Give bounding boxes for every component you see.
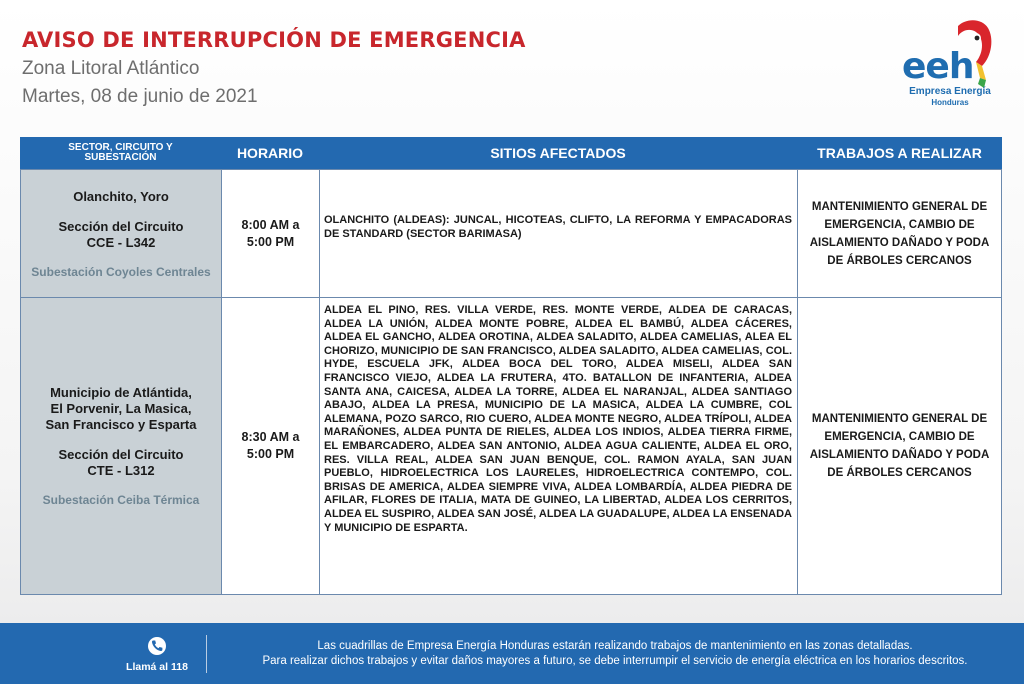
table-header xyxy=(20,137,1002,169)
circuit-section: Sección del Circuito xyxy=(58,218,184,234)
circuit-code: CCE - L342 xyxy=(86,234,156,250)
call-label[interactable]: Llamá al 118 xyxy=(126,661,188,673)
eeh-logo xyxy=(896,16,1000,106)
trabajos-cell: MANTENIMIENTO GENERAL DE EMERGENCIA, CAMBIO DE AISLAMIENTO DAÑADO Y PODA DE ÁRBOLES CERCANOS xyxy=(798,298,1001,594)
sector-name: Olanchito, Yoro xyxy=(73,188,169,204)
logo-company-name: Empresa Energía xyxy=(909,86,991,97)
circuit-section: Sección del Circuito xyxy=(58,447,184,462)
date-subtitle: Martes, 08 de junio de 2021 xyxy=(22,86,258,107)
page-title: AVISO DE INTERRUPCIÓN DE EMERGENCIA xyxy=(22,28,526,52)
substation-name: Subestación Coyoles Centrales xyxy=(31,264,211,279)
circuit-label xyxy=(59,219,184,251)
table-row xyxy=(20,297,1002,595)
phone-icon[interactable] xyxy=(148,637,166,655)
header-sitios: SITIOS AFECTADOS xyxy=(490,145,626,161)
substation-name: Subestación Ceiba Térmica xyxy=(42,493,200,507)
circuit-code: CTE - L312 xyxy=(87,463,155,478)
horario-start: 8:00 AM a xyxy=(241,217,300,232)
sitios-cell: OLANCHITO (ALDEAS): JUNCAL, HICOTEAS, CLIFTO, LA REFORMA Y EMPACADORAS DE STANDARD (SECTOR BARIMASA) xyxy=(320,170,798,297)
sector-name-line: Municipio de Atlántida, xyxy=(50,385,192,400)
sector-cell xyxy=(21,170,222,297)
header-trabajos: TRABAJOS A REALIZAR xyxy=(817,145,982,161)
zone-subtitle: Zona Litoral Atlántico xyxy=(22,58,200,79)
table-row xyxy=(20,169,1002,298)
footer-line-2: Para realizar dichos trabajos y evitar daños mayores a futuro, se debe interrumpir el servicio de energía eléctrica en los horarios descritos. xyxy=(262,655,968,667)
sitios-cell: ALDEA EL PINO, RES. VILLA VERDE, RES. MONTE VERDE, ALDEA DE CARACAS, ALDEA LA UNIÓN, ALDEA MONTE POBRE, ALDEA EL BAMBÚ, ALDEA CÁCERES, ALDEA EL GANCHO, ALDEA OROTINA, ALDEA SALADITO, ALDEA CAMELIAS, ALEA EL CHORIZO, MUNICIPIO DE SAN FRANCISCO, ALDEA SALADITO, ALDEA CAMELIAS, COL. HYDE, ESCUELA JFK, ALDEA BOCA DEL TORO, ALDEA MISELI, ALDEA SAN FRANCISCO VIEJO, ALDEA LA FRUTERA, 4TO. BATALLON DE INFANTERIA, ALDEA SANTA ANA, CAICESA, ALDEA LA TORRE, ALDEA EL NARANJAL, ALDEA SANTIAGO ABAJO, ALDEA LA PRESA, MUNICIPIO DE LA MASICA, ALDEA LA CUMBRE, COL ALEMANA, POZO SARCO, RIO CUERO, ALDEA MONTE NEGRO, ALDEA TRÍPOLI, ALDEA MARAÑONES, ALDEA PUNTA DE RIELES, ALDEA LOS INDIOS, ALDEA TIERRA FIRME, EL EMBARCADERO, ALDEA SAN ANTONIO, ALDEA AGUA CALIENTE, ALDEA EL ORO, RES. VILLA REAL, ALDEA SAN JUAN BENQUE, COL. RAMON AYALA, SAN JUAN PUEBLO, HIDROELECTRICA LOS LAURELES, HIDROELECTRICA CONTEMPO, COL. BRISAS DE AMERICA, ALDEA SIEMPRE VIVA, ALDEA LOMBARDÍA, ALDEA PIEDRA DE AFILAR, FLORES DE ITALIA, MATA DE GUINEO, LA LIBERTAD, ALDEA LOS CERRITOS, ALDEA EL SUSPIRO, ALDEA SAN JOSÉ, ALDEA LA GUADALUPE, ALDEA LA ENSENADA Y MUNICIPIO DE ESPARTA. xyxy=(320,298,798,594)
footer-divider xyxy=(206,635,207,673)
sector-name-line: El Porvenir, La Masica, xyxy=(50,401,192,416)
logo-country: Honduras xyxy=(931,98,969,107)
footer-line-1: Las cuadrillas de Empresa Energía Honduras estarán realizando trabajos de mantenimiento en las zonas detalladas. xyxy=(317,640,913,652)
sector-cell xyxy=(21,298,222,594)
trabajos-cell: MANTENIMIENTO GENERAL DE EMERGENCIA, CAMBIO DE AISLAMIENTO DAÑADO Y PODA DE ÁRBOLES CERCANOS xyxy=(798,170,1001,297)
horario-start: 8:30 AM a xyxy=(241,430,300,444)
footer-message xyxy=(208,639,1022,669)
horario-cell xyxy=(222,170,320,297)
circuit-label xyxy=(59,447,184,479)
horario-end: 5:00 PM xyxy=(246,447,295,461)
logo-mark: eeh xyxy=(902,46,974,87)
sector-name-line: San Francisco y Esparta xyxy=(45,417,197,432)
header-sector: SECTOR, CIRCUITO Y SUBESTACIÓN xyxy=(68,142,173,163)
header-horario: HORARIO xyxy=(236,145,304,161)
horario-cell xyxy=(222,298,320,594)
sector-name xyxy=(45,385,196,433)
footer-bar xyxy=(0,623,1024,684)
horario-end: 5:00 PM xyxy=(246,234,295,249)
